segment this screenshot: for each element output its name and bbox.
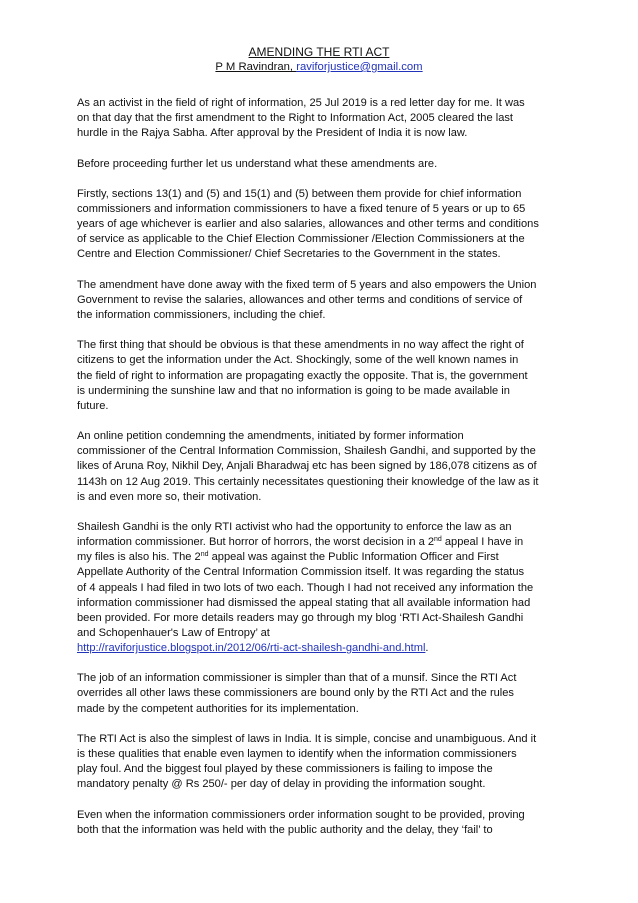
text-line: Before proceeding further let us understand what these amendments are.: [77, 157, 438, 170]
text-line: citizens to get the information under the Act. Shockingly, some of the well known names in: [77, 354, 519, 367]
text-line: made by the competent authorities for its implementation.: [77, 702, 359, 715]
superscript: nd: [200, 551, 209, 559]
paragraph: [77, 338, 577, 414]
text-line: [77, 550, 577, 565]
text-line: information commissioner had dismissed the appeal stating that all available information had: [77, 596, 531, 609]
text-line: An online petition condemning the amendments, initiated by former information: [77, 430, 464, 443]
paragraph: [77, 520, 577, 656]
text-segment: .: [425, 642, 429, 655]
text-line: hurdle in the Rajya Sabha. After approval by the President of India it is now law.: [77, 127, 468, 140]
text-line: [77, 641, 577, 656]
text-line: likes of Aruna Roy, Nikhil Dey, Anjali Bharadwaj etc has been signed by 186,078 citizens as of: [77, 460, 537, 473]
text-line: Centre and Election Commissioner/ Chief Secretaries to the Government in the states.: [77, 248, 501, 261]
paragraph: [77, 808, 577, 838]
text-segment: appeal I have in: [441, 536, 524, 549]
text-line: 1143h on 12 Aug 2019. This certainly necessitates questioning their knowledge of the law as it: [77, 475, 539, 488]
text-segment: appeal was against the Public Information Officer and First: [208, 551, 499, 564]
text-line: Shailesh Gandhi is the only RTI activist who had the opportunity to enforce the law as an: [77, 520, 512, 533]
text-line: is and even more so, their motivation.: [77, 490, 262, 503]
text-line: and Schopenhauer's Law of Entropy’ at: [77, 626, 270, 639]
text-line: Even when the information commissioners order information sought to be provided, proving: [77, 808, 525, 821]
text-line: The first thing that should be obvious is that these amendments in no way affect the right of: [77, 339, 524, 352]
author-line: [0, 59, 638, 75]
text-line: [77, 535, 577, 550]
document-title: AMENDING THE RTI ACT: [248, 45, 390, 59]
document-body: [77, 96, 577, 853]
text-line: future.: [77, 399, 109, 412]
text-line: on that day that the first amendment to the Right to Information Act, 2005 cleared the last: [77, 112, 513, 125]
text-line: Government to revise the salaries, allowances and other terms and conditions of service of: [77, 293, 523, 306]
text-line: the information commissioners, including the chief.: [77, 308, 326, 321]
paragraph: [77, 278, 577, 323]
text-line: is undermining the sunshine law and that no information is going to be made available in: [77, 384, 510, 397]
text-line: play foul. And the biggest foul played by these commissioners is failing to impose the: [77, 763, 493, 776]
paragraph: [77, 187, 577, 263]
text-line: the field of right to information are propagating exactly the opposite. That is, the government: [77, 369, 528, 382]
text-line: Firstly, sections 13(1) and (5) and 15(1) and (5) between them provide for chief information: [77, 187, 522, 200]
text-line: of 4 appeals I had filed in two lots of two each. Though I had not received any information the: [77, 581, 534, 594]
text-line: of service as applicable to the Chief Election Commissioner /Election Commissioners at the: [77, 233, 525, 246]
text-segment: information commissioner. But horror of horrors, the worst decision in a 2: [77, 536, 434, 549]
text-line: The job of an information commissioner is simpler than that of a munsif. Since the RTI Act: [77, 672, 517, 685]
text-segment: my files is also his. The 2: [77, 551, 201, 564]
paragraph: [77, 429, 577, 505]
author-name: P M Ravindran,: [215, 61, 297, 73]
text-line: Appellate Authority of the Central Information Commission itself. It was regarding the status: [77, 566, 525, 579]
paragraph: [77, 96, 577, 141]
blog-link[interactable]: http://raviforjustice.blogspot.in/2012/06/rti-act-shailesh-gandhi-and.html: [77, 642, 426, 655]
paragraph: [77, 157, 577, 172]
text-line: As an activist in the field of right of information, 25 Jul 2019 is a red letter day for me. It was: [77, 97, 525, 109]
text-line: commissioner of the Central Information Commission, Shailesh Gandhi, and supported by the: [77, 445, 536, 458]
paragraph: [77, 671, 577, 716]
text-line: mandatory penalty @ Rs 250/- per day of delay in providing the information sought.: [77, 778, 486, 791]
text-line: been provided. For more details readers may go through my blog ‘RTI Act-Shailesh Gandhi: [77, 611, 524, 624]
text-line: commissioners and information commissioners to have a fixed tenure of 5 years or up to 65: [77, 202, 526, 215]
text-line: overrides all other laws these commissioners are bound only by the RTI Act and the rules: [77, 687, 514, 700]
paragraph: [77, 732, 577, 793]
author-email-link[interactable]: raviforjustice@gmail.com: [296, 61, 423, 73]
text-line: The RTI Act is also the simplest of laws in India. It is simple, concise and unambiguous. And it: [77, 732, 537, 745]
text-line: is these qualities that enable even laymen to identify when the information commissioners: [77, 748, 517, 761]
text-line: years of age whichever is earlier and also salaries, allowances and other terms and conditions: [77, 218, 539, 231]
superscript: nd: [434, 536, 442, 544]
text-line: both that the information was held with the public authority and the delay, they ‘fail’ to: [77, 823, 493, 836]
text-line: The amendment have done away with the fixed term of 5 years and also empowers the Union: [77, 278, 537, 291]
